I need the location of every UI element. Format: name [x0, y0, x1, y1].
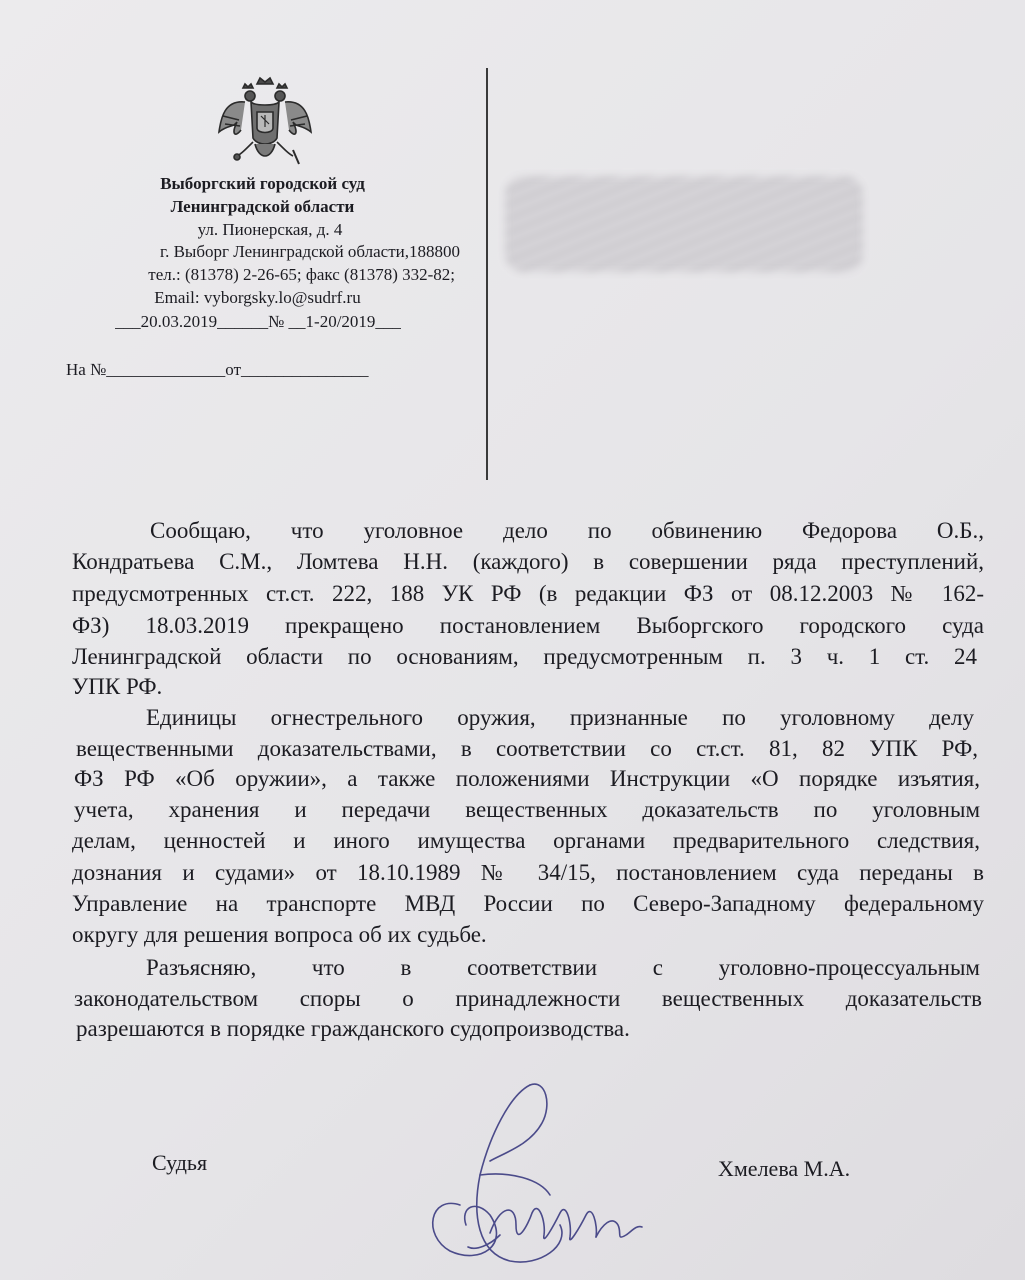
- signer-name: Хмелева М.А.: [718, 1156, 851, 1181]
- court-name: Выборгский городской суд: [160, 174, 365, 193]
- reference-number: На №______________от_______________: [66, 360, 369, 379]
- body-line: дознания и судами» от 18.10.1989 № 34/15, постановлением суда переданы в: [72, 860, 984, 885]
- redacted-addressee: [505, 176, 863, 272]
- body-line: Управление на транспорте МВД России по Северо-Западному федеральному: [72, 891, 984, 916]
- body-line: ФЗ) 18.03.2019 прекращено постановлением Выборгского городского суда: [72, 613, 984, 638]
- body-line: Единицы огнестрельного оружия, признанные по уголовному делу: [146, 705, 974, 730]
- court-street: ул. Пионерская, д. 4: [197, 220, 343, 239]
- body-line: учета, хранения и передачи вещественных доказательств по уголовным: [74, 797, 980, 822]
- body-line: Разъясняю, что в соответствии с уголовно-процессуальным: [146, 955, 980, 980]
- body-line: вещественными доказательствами, в соответствии со ст.ст. 81, 82 УПК РФ,: [76, 736, 978, 761]
- body-line: делам, ценностей и иного имущества органами предварительного следствия,: [72, 828, 980, 853]
- russian-coat-of-arms-icon: [215, 72, 315, 172]
- court-phones: тел.: (81378) 2-26-65; факс (81378) 332-82;: [148, 265, 455, 284]
- court-email: Email: vyborgsky.lo@sudrf.ru: [154, 288, 361, 307]
- body-line: Ленинградской области по основаниям, предусмотренным п. 3 ч. 1 ст. 24: [72, 644, 977, 669]
- body-line: ФЗ РФ «Об оружии», а также положениями Инструкции «О порядке изъятия,: [74, 766, 980, 791]
- court-region: Ленинградской области: [170, 197, 355, 216]
- outgoing-number: ___20.03.2019______№ __1-20/2019___: [115, 312, 401, 331]
- court-city: г. Выборг Ленинградской области,188800: [160, 242, 460, 261]
- body-line: округу для решения вопроса об их судьбе.: [72, 922, 487, 947]
- handwritten-signature-icon: [420, 1075, 650, 1275]
- signer-position: Судья: [152, 1150, 208, 1175]
- body-line: Кондратьева С.М., Ломтева Н.Н. (каждого) в совершении ряда преступлений,: [72, 549, 984, 574]
- body-line: Сообщаю, что уголовное дело по обвинению Федорова О.Б.,: [150, 518, 984, 543]
- body-line: УПК РФ.: [72, 674, 163, 699]
- body-line: разрешаются в порядке гражданского судопроизводства.: [76, 1016, 630, 1041]
- body-line: законодательством споры о принадлежности вещественных доказательств: [74, 986, 982, 1011]
- body-line: предусмотренных ст.ст. 222, 188 УК РФ (в редакции ФЗ от 08.12.2003 № 162-: [72, 581, 984, 606]
- header-divider: [486, 68, 488, 480]
